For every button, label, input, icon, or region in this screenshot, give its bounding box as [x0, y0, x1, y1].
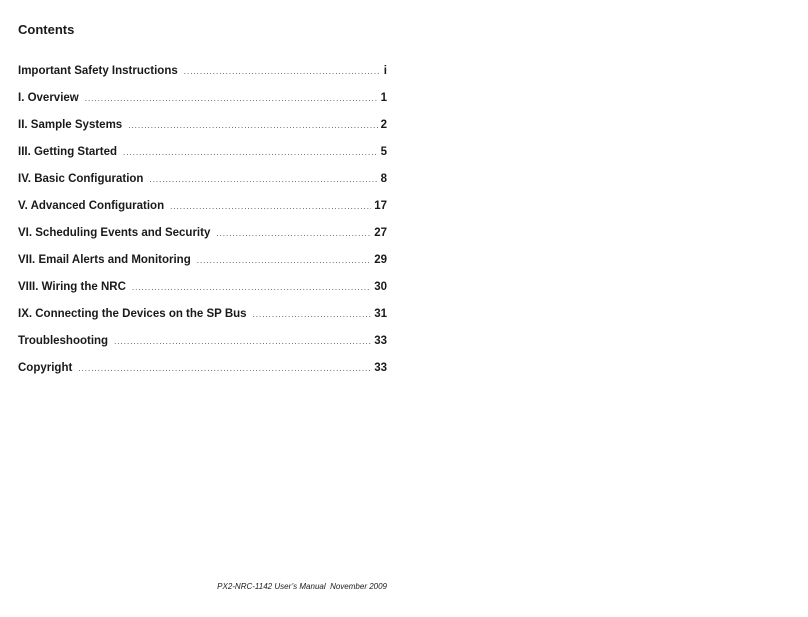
toc-entry-wiring[interactable] [18, 280, 387, 295]
toc-entry-page: 8 [380, 173, 387, 185]
toc-entry-advanced-configuration[interactable] [18, 199, 387, 214]
toc-entry-title: V. Advanced Configuration [18, 200, 165, 212]
toc-entry-title: II. Sample Systems [18, 119, 123, 131]
table-of-contents [18, 64, 387, 388]
toc-entry-title: IX. Connecting the Devices on the SP Bus [18, 308, 247, 320]
dot-leader [184, 64, 381, 79]
toc-entry-page: 2 [380, 119, 387, 131]
toc-entry-title: VII. Email Alerts and Monitoring [18, 254, 191, 266]
toc-entry-sample-systems[interactable] [18, 118, 387, 133]
toc-entry-scheduling-events[interactable] [18, 226, 387, 241]
dot-leader [132, 280, 371, 295]
toc-entry-page: 29 [374, 254, 387, 266]
dot-leader [85, 91, 378, 106]
toc-entry-page: 1 [380, 92, 387, 104]
toc-entry-troubleshooting[interactable] [18, 334, 387, 349]
page-footer: PX2-NRC-1142 User’s Manual November 2009 [217, 582, 387, 591]
dot-leader [128, 118, 377, 133]
toc-entry-page: 33 [374, 335, 387, 347]
contents-heading: Contents [18, 22, 75, 37]
toc-entry-safety-instructions[interactable] [18, 64, 387, 79]
toc-entry-page: 5 [380, 146, 387, 158]
toc-entry-title: Copyright [18, 362, 73, 374]
toc-entry-title: Troubleshooting [18, 335, 109, 347]
toc-entry-page: 27 [374, 227, 387, 239]
toc-entry-page: 33 [374, 362, 387, 374]
toc-entry-title: I. Overview [18, 92, 79, 104]
toc-entry-title: VIII. Wiring the NRC [18, 281, 126, 293]
toc-entry-connecting-devices[interactable] [18, 307, 387, 322]
toc-entry-email-alerts[interactable] [18, 253, 387, 268]
dot-leader [123, 145, 378, 160]
dot-leader [78, 361, 371, 376]
toc-entry-page: 30 [374, 281, 387, 293]
toc-entry-title: Important Safety Instructions [18, 65, 178, 77]
dot-leader [253, 307, 372, 322]
dot-leader [114, 334, 371, 349]
toc-entry-copyright[interactable] [18, 361, 387, 376]
toc-entry-title: III. Getting Started [18, 146, 118, 158]
toc-entry-getting-started[interactable] [18, 145, 387, 160]
toc-entry-page: 17 [374, 200, 387, 212]
toc-entry-title: IV. Basic Configuration [18, 173, 144, 185]
dot-leader [170, 199, 371, 214]
dot-leader [149, 172, 377, 187]
toc-entry-title: VI. Scheduling Events and Security [18, 227, 211, 239]
toc-entry-overview[interactable] [18, 91, 387, 106]
dot-leader [197, 253, 371, 268]
dot-leader [216, 226, 371, 241]
toc-entry-basic-configuration[interactable] [18, 172, 387, 187]
toc-entry-page: 31 [374, 308, 387, 320]
toc-entry-page: i [383, 65, 387, 77]
